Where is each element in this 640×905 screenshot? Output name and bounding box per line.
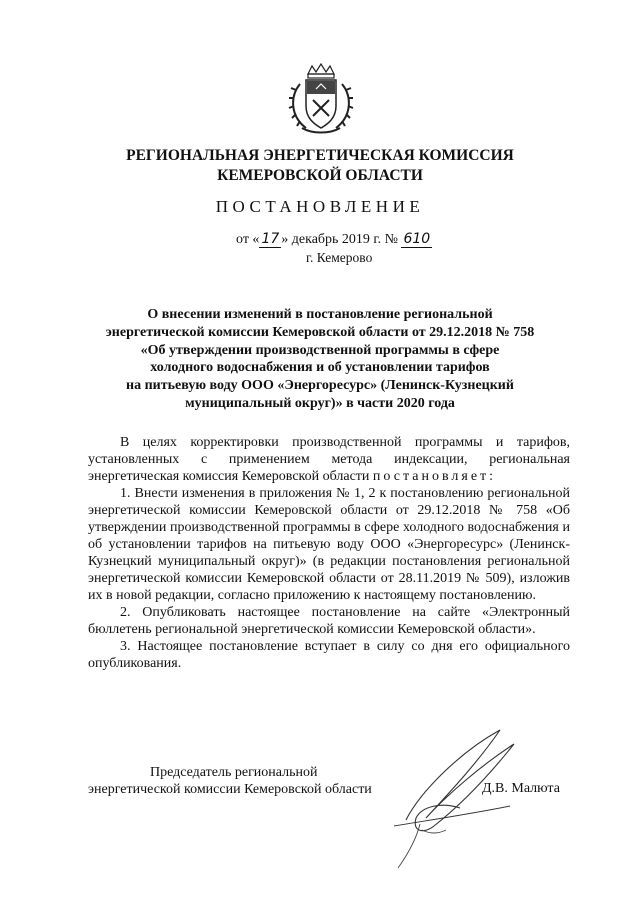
item-3-paragraph: 3. Настоящее постановление вступает в силу со дня его официального опубликования.: [88, 639, 570, 671]
document-city: г. Кемерово: [306, 250, 373, 265]
document-date-line: [236, 232, 432, 248]
subject-line: муниципальный округ)» в части 2020 года: [185, 395, 455, 411]
document-type: ПОСТАНОВЛЕНИЕ: [215, 197, 425, 216]
coat-of-arms-emblem: [286, 62, 356, 136]
intro-text: В целях корректировки производственной программы и тарифов, установленных с применением метода индексации, региональная энергетическая комиссия Кемеровской области: [88, 435, 570, 484]
authority-name: [60, 146, 580, 186]
signatory-title-line-2: энергетической комиссии Кемеровской области: [88, 782, 372, 797]
subject-line: «Об утверждении производственной программы в сфере: [140, 342, 500, 358]
item-2-paragraph: 2. Опубликовать настоящее постановление на сайте «Электронный бюллетень региональной энергетической комиссии Кемеровской области».: [88, 605, 570, 637]
item-1-paragraph: 1. Внести изменения в приложения № 1, 2 к постановлению региональной энергетической комиссии Кемеровской области от 29.12.2018 № 758 «Об утверждении производственной программы в сфере холодного водоснабжения и об установлении тарифов на питьевую воду ООО «Энергоресурс» (Ленинск-Кузнецкий муниципальный округ)» (в редакции постановления региональной энергетической комиссии Кемеровской области от 28.11.2019 № 509), изложив их в новой редакции, согласно приложению к настоящему постановлению.: [88, 486, 570, 603]
authority-line-2: КЕМЕРОВСКОЙ ОБЛАСТИ: [217, 167, 423, 184]
handwritten-signature: [350, 722, 540, 872]
date-prefix: от «: [236, 232, 260, 247]
intro-resolves: постановляет:: [372, 469, 497, 484]
subject-line: энергетической комиссии Кемеровской области от 29.12.2018 № 758: [105, 324, 535, 340]
signatory-title-line-1: Председатель региональной: [150, 765, 318, 780]
subject-line: на питьевую воду ООО «Энергоресурс» (Ленинск-Кузнецкий: [126, 378, 514, 394]
date-suffix: » декабрь 2019 г. №: [281, 232, 398, 247]
signatory-title: [88, 764, 372, 798]
authority-line-1: РЕГИОНАЛЬНАЯ ЭНЕРГЕТИЧЕСКАЯ КОМИССИЯ: [126, 147, 514, 164]
subject-line: О внесении изменений в постановление региональной: [147, 307, 493, 322]
document-subject: [80, 306, 560, 413]
signatory-name: Д.В. Малюта: [482, 781, 560, 796]
document-body: [88, 434, 570, 672]
subject-line: холодного водоснабжения и об установлении тарифов: [150, 360, 490, 376]
document-number: 610: [403, 231, 431, 247]
date-day: 17: [261, 231, 280, 247]
intro-paragraph: [88, 434, 570, 485]
